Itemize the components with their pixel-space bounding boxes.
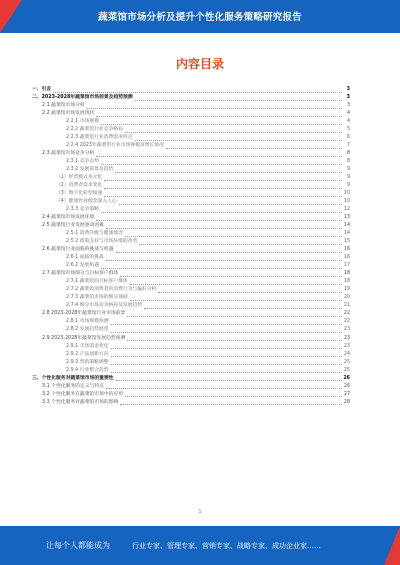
toc-dot-leader [127, 316, 342, 317]
toc-entry-page: 8 [346, 159, 350, 165]
toc-dot-leader [144, 308, 342, 309]
toc-entry-label: 2.7.1 蔬菜馆的目标客户群体 [66, 279, 128, 285]
toc-entry-label: 2.2.2 蔬菜馆行业竞争格局 [66, 127, 123, 133]
toc-entry-page: 25 [343, 367, 350, 373]
toc-entry-page: 3 [346, 103, 350, 109]
toc-entry-label: 2.8 2023-2028年蔬菜馆行业市场前景 [42, 311, 126, 317]
toc-entry[interactable] [32, 190, 350, 198]
toc-entry[interactable] [32, 222, 350, 230]
toc-entry-label: 2.2.3 蔬菜馆行业消费需求特点 [66, 135, 133, 141]
toc-entry-label: 2.6.2 发展机遇 [66, 263, 99, 269]
toc-entry-label: （1）经营模式多元化 [56, 175, 103, 181]
toc-entry-label: 2.7.4 细分市场竞争格局及发展趋势 [66, 303, 143, 309]
toc-dot-leader [106, 228, 342, 229]
toc-dot-leader [119, 204, 342, 205]
toc-entry-page: 19 [343, 287, 350, 293]
toc-entry-page: 6 [346, 135, 350, 141]
toc-entry[interactable] [32, 150, 350, 158]
toc-entry[interactable] [32, 94, 350, 102]
toc-entry[interactable] [32, 238, 350, 246]
toc-entry-page: 28 [343, 399, 350, 405]
toc-entry-page: 15 [343, 239, 350, 245]
toc-entry-page: 14 [343, 223, 350, 229]
toc-entry-page: 18 [343, 271, 350, 277]
toc-entry-label: 2.3.1 竞争态势 [66, 159, 99, 165]
toc-entry-page: 23 [343, 343, 350, 349]
toc-dot-leader [104, 180, 342, 181]
toc-entry[interactable] [32, 343, 350, 351]
toc-entry[interactable] [32, 118, 350, 126]
toc-dot-leader [111, 332, 342, 333]
toc-entry-label: 2.3.2 发展前景及趋势 [66, 167, 114, 173]
toc-entry-page: 9 [346, 183, 350, 189]
toc-entry[interactable] [32, 383, 350, 391]
toc-entry-label: 2.1 蔬菜馆市场分析 [42, 103, 85, 109]
toc-dot-leader [111, 324, 342, 325]
toc-entry-label: 2.9 2023-2028年蔬菜馆发展趋势预测 [42, 335, 126, 341]
toc-entry-label: 二、2023-2028年蔬菜馆市场前景及趋势预测 [32, 95, 133, 101]
toc-entry-page: 23 [343, 327, 350, 333]
toc-dot-leader [96, 220, 342, 221]
toc-dot-leader [111, 364, 342, 365]
toc-entry-label: 2.5.2 政策支持与市场环境的改善 [66, 239, 138, 245]
toc-entry[interactable] [32, 158, 350, 166]
toc-entry[interactable] [32, 254, 350, 262]
toc-entry[interactable] [32, 302, 350, 310]
toc-heading: 内容目录 [175, 57, 224, 71]
toc-entry[interactable] [32, 286, 350, 294]
toc-entry-page: 16 [343, 247, 350, 253]
toc-entry[interactable] [32, 134, 350, 142]
toc-entry-label: 2.9.3 营销策略调整 [66, 359, 109, 365]
toc-entry-label: 2.3.3 竞争策略 [66, 207, 99, 213]
toc-entry-page: 4 [346, 111, 350, 117]
toc-entry-label: 2.9.4 行业整合趋势 [66, 367, 109, 373]
toc-entry[interactable] [32, 198, 350, 206]
toc-entry-label: 2.7 蔬菜馆市场细分与目标客户群体 [42, 271, 119, 277]
toc-entry-page: 7 [346, 143, 350, 149]
toc-dot-leader [139, 244, 342, 245]
toc-entry-label: 3.2 个性化服务在蔬菜馆市场中的应用 [42, 391, 124, 397]
toc-entry-label: 三、个性化服务对蔬菜馆市场的重要性 [32, 375, 114, 381]
toc-entry-page: 26 [343, 383, 350, 389]
toc-entry-label: （3）数字化转型加速 [56, 191, 103, 197]
toc-entry-page: 12 [343, 207, 350, 213]
toc-entry[interactable] [32, 166, 350, 174]
toc-entry[interactable] [32, 86, 350, 94]
toc-dot-leader [116, 380, 342, 381]
toc-dot-leader [115, 172, 342, 173]
toc-entry-page: 25 [343, 359, 350, 365]
toc-entry-label: 2.9.1 市场需求变化 [66, 343, 109, 349]
toc-entry-label: 2.9.2 产品创新方向 [66, 351, 109, 357]
toc-entry[interactable] [32, 359, 350, 367]
toc-entry-label: 2.7.2 蔬菜馆消费者的消费行为与偏好分析 [66, 287, 157, 293]
toc-dot-leader [101, 124, 342, 125]
toc-dot-leader [96, 156, 342, 157]
toc-entry-page: 27 [343, 391, 350, 397]
toc-entry[interactable] [32, 375, 350, 383]
toc-entry-label: （4）健康饮食理念深入人心 [56, 199, 117, 205]
toc-entry-page: 10 [343, 199, 350, 205]
toc-dot-leader [125, 132, 342, 133]
toc-entry-page: 9 [346, 175, 350, 181]
toc-entry-page: 20 [343, 295, 350, 301]
toc-entry-label: 2.6 蔬菜馆行业面临的挑战与机遇 [42, 247, 114, 253]
toc-entry-label: 2.5 蔬菜馆行业发展驱动因素 [42, 223, 104, 229]
toc-entry[interactable] [32, 334, 350, 342]
toc-dot-leader [101, 212, 342, 213]
toc-dot-leader [120, 276, 342, 277]
toc-entry-label: 2.8.1 市场规模预测 [66, 319, 109, 325]
page-footer-banner [0, 526, 400, 565]
toc-entry-page: 8 [346, 151, 350, 157]
table-of-contents [32, 86, 350, 407]
toc-entry-page: 18 [343, 279, 350, 285]
toc-entry-label: 一、引言 [32, 87, 52, 93]
toc-dot-leader [111, 348, 342, 349]
toc-entry-label: 2.6.1 面临的挑战 [66, 255, 104, 261]
toc-dot-leader [116, 252, 342, 253]
toc-dot-leader [120, 404, 342, 405]
toc-dot-leader [104, 188, 342, 189]
toc-entry[interactable] [32, 310, 350, 318]
toc-entry-page: 23 [343, 335, 350, 341]
toc-entry[interactable] [32, 182, 350, 190]
toc-dot-leader [87, 108, 342, 109]
toc-entry-label: 2.2.1 市场规模 [66, 119, 99, 125]
toc-entry[interactable] [32, 294, 350, 302]
toc-entry[interactable] [32, 174, 350, 182]
toc-dot-leader [135, 100, 342, 101]
toc-entry-page: 14 [343, 231, 350, 237]
toc-dot-leader [111, 372, 342, 373]
toc-dot-leader [127, 340, 342, 341]
toc-entry-page: 10 [343, 191, 350, 197]
toc-entry-label: 3.1 个性化服务的定义与特点 [42, 383, 104, 389]
toc-entry-page: 22 [343, 311, 350, 317]
toc-dot-leader [111, 356, 342, 357]
toc-entry[interactable] [32, 270, 350, 278]
toc-entry-page: 16 [343, 255, 350, 261]
toc-dot-leader [125, 396, 342, 397]
toc-entry-label: 2.4 蔬菜馆市场发展环境 [42, 215, 95, 221]
toc-entry-label: 2.8.2 发展趋势展望 [66, 327, 109, 333]
toc-entry-page: 21 [343, 303, 350, 309]
toc-entry-page: 4 [346, 119, 350, 125]
toc-entry-page: 9 [346, 167, 350, 173]
toc-entry-label: 2.2 蔬菜馆市场发展现状 [42, 111, 95, 117]
toc-entry[interactable] [32, 110, 350, 118]
toc-entry[interactable] [32, 246, 350, 254]
toc-entry-label: 2.5.1 消费升级与健康理念 [66, 231, 123, 237]
toc-entry-label: （2）消费者需求变化 [56, 183, 103, 189]
toc-entry[interactable] [32, 367, 350, 375]
toc-entry[interactable] [32, 399, 350, 407]
toc-dot-leader [130, 300, 342, 301]
toc-dot-leader [96, 116, 342, 117]
toc-entry-page: 13 [343, 215, 350, 221]
toc-entry[interactable] [32, 142, 350, 150]
toc-entry[interactable] [32, 214, 350, 222]
toc-dot-leader [53, 92, 342, 93]
toc-dot-leader [106, 260, 342, 261]
footer-tagline: 行业专家、管理专家、营销专家、战略专家、成功企业家…… [132, 542, 321, 550]
toc-entry-page: 26 [343, 375, 350, 381]
toc-entry[interactable] [32, 391, 350, 399]
toc-entry[interactable] [32, 351, 350, 359]
toc-entry-label: 2.3 蔬菜馆市场竞争分析 [42, 151, 95, 157]
toc-entry-label: 2.2.4 2023年蔬菜馆行业市场规模及增长情况 [66, 143, 164, 149]
footer-red-accent [384, 526, 400, 565]
toc-entry-page: 22 [343, 319, 350, 325]
toc-entry-label: 2.7.3 蔬菜馆市场的细分领域 [66, 295, 128, 301]
toc-dot-leader [104, 196, 342, 197]
toc-entry[interactable] [32, 102, 350, 110]
page-header-banner [0, 0, 400, 33]
toc-dot-leader [101, 268, 342, 269]
toc-entry[interactable] [32, 230, 350, 238]
toc-dot-leader [125, 236, 342, 237]
toc-entry[interactable] [32, 278, 350, 286]
toc-dot-leader [158, 292, 342, 293]
toc-entry[interactable] [32, 206, 350, 214]
toc-entry-label: 3.3 个性化服务对蔬菜馆市场的影响 [42, 399, 119, 405]
toc-dot-leader [135, 140, 343, 141]
footer-cta: 让每个人都能成为 [46, 541, 110, 550]
toc-dot-leader [106, 388, 342, 389]
toc-entry-page: 24 [343, 351, 350, 357]
toc-dot-leader [166, 148, 342, 149]
toc-entry[interactable] [32, 262, 350, 270]
toc-entry[interactable] [32, 326, 350, 334]
toc-dot-leader [130, 284, 342, 285]
report-title: 蔬菜馆市场分析及提升个性化服务策略研究报告 [98, 12, 302, 23]
toc-entry-page: 3 [346, 95, 350, 101]
toc-entry-page: 17 [343, 263, 350, 269]
toc-entry-page: 3 [346, 87, 350, 93]
toc-entry[interactable] [32, 126, 350, 134]
toc-dot-leader [101, 164, 342, 165]
toc-entry-page: 5 [346, 127, 350, 133]
page-number: 1 [198, 509, 202, 515]
toc-entry[interactable] [32, 318, 350, 326]
